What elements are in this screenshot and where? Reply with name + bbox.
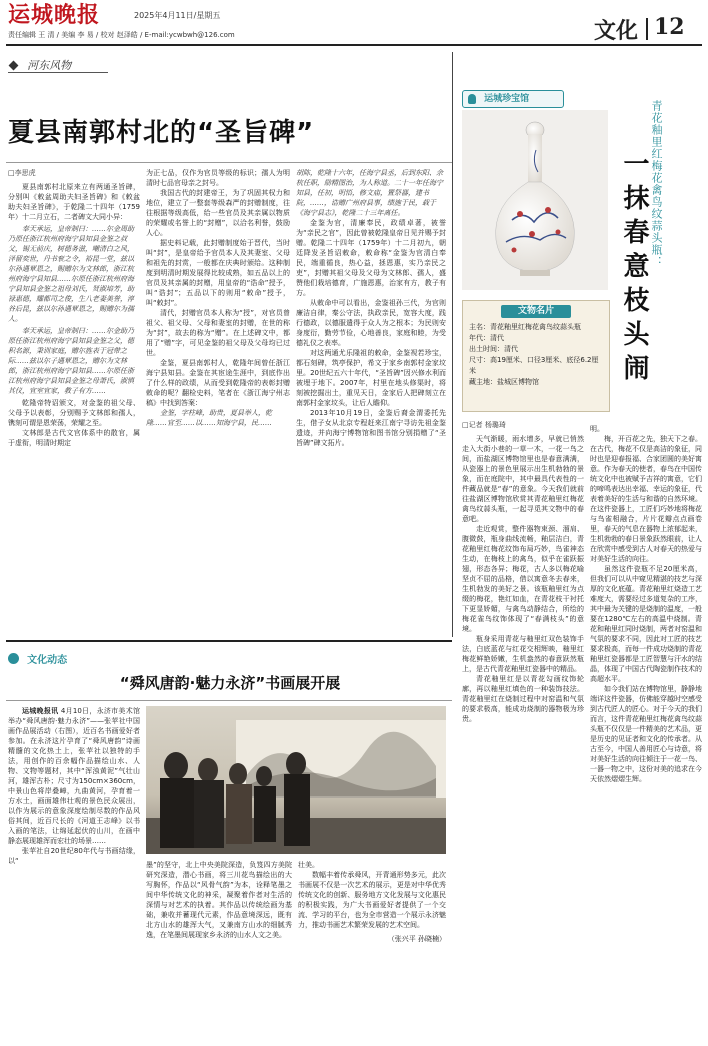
culture-lead-source: 运城晚报讯 bbox=[22, 707, 59, 715]
col3-p4: 对这两通尤乐隆祖的敕命，金鉴视若珍宝，都石刻碑，筑亭保护，希文于家乡南郭村金家坟里。20世纪五六十年代，“圣旨碑”因兴修水利而被埋于地下。2007年，村里在地头修渠时，将刻被挖掘出土，重见天日，金家后人把碑刻立在南郭村金家坟头，让后人瞻仰。 bbox=[296, 349, 446, 407]
treasure-title: 一抹春意枝头闹 bbox=[619, 150, 649, 388]
main-col-2 bbox=[146, 168, 290, 638]
artifact-card bbox=[462, 300, 610, 412]
treasure-kicker-text: 运城珍宝馆 bbox=[484, 94, 530, 104]
col1-intro: 夏县南郭村北原来立有两通圣旨碑，分别叫《敕盆周助夫妇圣旨碑》和《敕盆助夫妇圣旨碑》，于乾隆二十四年（1759年）十二月立石，二者碑文大同小异： bbox=[8, 183, 140, 221]
main-kicker-text: 河东风物 bbox=[27, 59, 72, 72]
section-name: 文化 bbox=[594, 18, 639, 44]
culture-col-c-top: 壮美。 bbox=[298, 861, 319, 869]
newspaper-logo bbox=[8, 3, 138, 27]
artifact-card-row: 年代：清代 bbox=[469, 334, 504, 342]
col3-p1: 胡陈，乾隆十六年，任海宁县丞，后到东阳、余杭任职，励精图治，为人称道。二十一年任海宁知县，任初，明悟，修文庙，置祭器，建书院，……，诰赠广州府县事，绩施于民，载于《海宁县志》，乾隆二十三年离任。 bbox=[296, 169, 443, 217]
diamond-icon bbox=[9, 61, 19, 71]
culture-col-b: 墨”的坚守，北上中央美院深造，负笈四方美院研究深造，潜心书画，将三川花鸟描绘出的大写胸怀，作品以“风骨气韵”为本，诠释笔墨之间中华传统文化的神采，凝聚着作者对生活的深情与对艺术的执着。其作品以传统绘画为基础，兼收并蓄现代元素，作品意境深远，既有北方山水的雄浑大气，又兼南方山水的细腻秀逸，在笔墨间展现家乡永济的山水人文之美。 bbox=[146, 861, 292, 939]
culture-col-a bbox=[8, 706, 140, 1040]
culture-kicker-text: 文化动态 bbox=[27, 655, 68, 666]
treasure-col1-p4: 青花釉里红是以青花勾画纹饰轮廓，再以釉里红填色的一种装饰技法。青花釉里红在烧制过程中对窑温和气氛的要求极高，能成功烧制的器物极为珍贵。 bbox=[462, 675, 584, 723]
vase-icon bbox=[468, 94, 476, 104]
col3-p5: 2013年10月19日，金鉴后裔金渭委托先生，借子女从北京专程赶来江南宁寻访先祖金鉴遗迹，并向海宁博物馆和图书馆分别捐赠了“圣旨碑”碑文拓片。 bbox=[296, 409, 446, 447]
main-col-3 bbox=[296, 168, 446, 638]
treasure-col1-p2: 走近观赏，整件器物束颈、溜肩、腹微鼓，瓶身曲线流畅，釉层洁白，青花釉里红梅花纹饰布局巧妙，鸟雀神态生动，在梅枝上的禽鸟，似乎在雀跃振翅，形态各异；梅花，古人多以梅花喻坚贞不屈的品格，借以寓意冬去春来，生机勃发的美好之景。该瓶釉里红为点缀的梅花，艳红如血，在青花枝干衬托下更显娇媚，与禽鸟动静结合，所绘的梅花雀鸟纹饰体现了“春满枝头”的意境。 bbox=[462, 525, 584, 633]
treasure-col2-top: 明。 bbox=[590, 425, 604, 433]
artifact-card-row: 主名：青花釉里红梅花禽鸟纹蒜头瓶 bbox=[469, 323, 581, 331]
col1-end: 乾隆帝特诏颁文，对金鉴的祖父母、父母予以表彰，分别赐予文林郎和孺人，镌刻可谓是恩荣荡，荣耀之至。 bbox=[8, 399, 140, 427]
culture-col-c-text: 数幅丰着传承舜风，开青通形势多元，此次书画展不仅是一次艺术的展示，更是对中华优秀传统文化的创新、服务地方文化发展与文化惠民的积极实践，为广大书画爱好者提供了一个交流、学习的平台，也为全市营造一个展示永济魅力，推动书画艺术繁荣发展的艺术空间。 bbox=[298, 871, 446, 929]
col2-p5: 金鉴，夏县南郭村人，乾隆年间曾任浙江海宁县知县。金鉴在其宦途生涯中，到底作出了什么样的政绩，从而受到乾隆帝的表彰封赠敕命的呢？翻检史料，笔者在《浙江海宁州志稿》中找到答案： bbox=[146, 359, 290, 407]
logo-text: 运城晚报 bbox=[8, 2, 101, 28]
editor-credits: 责任编辑 王 清 / 美编 李 易 / 校对 赵泽皓 / E-mail:ycwbwh@126.com bbox=[8, 31, 235, 39]
col2-p1: 为正七品，仅作为官员等级的标识；孺人为明清时七品官母亲之封号。 bbox=[146, 169, 290, 187]
artifact-card-row: 藏主地：盐城区博物馆 bbox=[469, 378, 539, 386]
culture-headline: “舜风唐韵·魅力永济”书画展开展 bbox=[119, 674, 341, 692]
section-rule bbox=[6, 640, 452, 642]
main-byline: □李思虎 bbox=[8, 169, 36, 177]
culture-headline-rule bbox=[6, 700, 452, 701]
col3-p2: 金鉴为官，清廉奉民，政绩卓著，被誉为“亲民之官”，因此曾被乾隆皇帝日见并赐予封赠。乾隆二十四年（1759年）十二月初九，朝廷降发圣旨诏敕命，敕命称“金鉴为官清白奉民，端重循良，热心益，拯恩惠，实乃亲民之吏”，封赠其祖父母及父母为文林郎、孺人，盛赞他们栽培德育，广施恩惠，治家有方，教子有方。 bbox=[296, 219, 446, 297]
vase-photo bbox=[462, 110, 608, 290]
treasure-col1-p3: 瓶身采用青花与釉里红双色装饰手法，白底蓝花与红花交相辉映，釉里红梅花鲜艳娇嫩，生机盎然的春意跃然瓶上，是古代青花釉里红瓷器中的精品。 bbox=[462, 635, 584, 673]
section-divider bbox=[646, 18, 648, 40]
masthead-rule bbox=[6, 44, 702, 46]
col1-quote-1: 奉天承运，皇帝制曰：……尔金周助乃原任浙江杭州府海宁县知县金鉴之叔父，锡无前庆，树德务滋，嘲清白之风，泽留奕世，丹书衮之令，裕昆一堂，兹以尔孙遇覃恩之，赐赠尔为文林郎，浙江杭州府海宁县知县……尔原任浙江杭州府海宁县知县金鉴之祖母刘氏，贤淑培芳，助禄惠德，耀都司之俊，生八老妻美誉，淳谷后昆，兹以尔孙遇覃恩之，赐赠尔为孺人。 bbox=[8, 225, 134, 323]
treasure-kicker bbox=[462, 90, 564, 108]
col2-p2: 我国古代的封建帝王，为了巩固其权力和地位，建立了一整套等级森严的封赠制度，往往根据等级高低，给一些官员及其亲属以物质的荣耀或名誉上的“封赠”，以洽名利誉，鼓励人心。 bbox=[146, 189, 290, 237]
main-headline: 夏县南郭村北的“圣旨碑” bbox=[8, 118, 315, 148]
culture-col-c bbox=[298, 860, 446, 1040]
circle-icon bbox=[8, 653, 19, 664]
col2-p3: 据史料记载，此封赠制度始于晋代，当时叫“封”，是皇帝给予官员本人及其妻室、父母和祖先的封赏，一般都在庆典时颁给。这种制度到明清时期发展得比较成熟，如五品以上的官员及其亲属的封赠，用皇帝的“诰命”授予，叫“诰封”；五品以下的则用“敕命”授予，叫“敕封”。 bbox=[146, 239, 290, 307]
col2-p4: 清代，封赠官员本人称为“授”，对官员曾祖父、祖父母、父母和妻室的封赠，在世的称为“封”，故去的称为“赠”。在上述碑文中，都用了“赠”字，可见金鉴的祖父母及父母均已过世。 bbox=[146, 309, 290, 357]
column-separator bbox=[452, 52, 453, 637]
treasure-col2-p2: 虽然这件瓷瓶不足20厘米高，但我们可以从中窥见精湛的技艺与深厚的文化底蕴。青花釉里红烧造工艺难度大，需要经过多道复杂的工序，其中最为关键的是烧制的温度，一般要在1280℃左右的高温中烧制。青花和釉里红同时烧制，两者对窑温和气氛的要求不同，因此对工匠的技艺要求极高，而每一件成功烧制的青花釉里红瓷器都是工匠智慧与汗水的结晶，体现了中国古代陶瓷制作技术的高超水平。 bbox=[590, 565, 702, 683]
culture-kicker bbox=[8, 648, 108, 664]
page-number: 12 bbox=[654, 14, 685, 40]
issue-date: 2025年4月11日/星期五 bbox=[134, 11, 221, 20]
col1-end-2: 文林郎是古代文官体系中的散官，属于虚衔，明清时期定 bbox=[8, 429, 140, 447]
artifact-card-title: 文物名片 bbox=[501, 305, 571, 318]
treasure-col-1 bbox=[462, 434, 584, 1040]
culture-col-a-end: 张苹社自20世纪80年代与书画结缘，以“ bbox=[8, 847, 140, 865]
treasure-byline: □记者 杨璐琦 bbox=[462, 421, 506, 429]
treasure-col1-p1: 天气渐暖，雨水增多，早就已悄然走入大街小巷的一草一木，一花一鸟之间，而盐湖区博物馆里也是春意满满，从瓷器上的景色里展示出生机勃勃的景象，而在庭院中，其中最具代表性的一件藏品就是“春”的意象。今天我们就前往盐湖区博物馆欣赏其青花釉里红梅花禽鸟纹蒜头瓶，一起寻觅其文物中的春意吧。 bbox=[462, 435, 584, 523]
exhibition-photo-illustration bbox=[146, 706, 446, 854]
main-kicker bbox=[8, 54, 108, 73]
main-col-1 bbox=[8, 182, 140, 637]
treasure-col2-p3: 如今我们站在博物馆里，静静地端详这件瓷器，仿佛能穿越时空感受到古代匠人的匠心。对于今天的我们而言，这件青花釉里红梅花禽鸟纹蒜头瓶不仅仅是一件精美的艺术品，更是历史的见证者和文化的传承者。从古至今，中国人善用匠心与诗意，将对美好生活的向往倾注于一花一鸟、一器一物之中，这份对美的追求在今天依然熠熠生辉。 bbox=[590, 685, 702, 783]
col2-quote: 金鉴，字柱峰，助贵，夏县举人，乾隆……官至……以……知海宁县，民…… bbox=[146, 409, 272, 427]
exhibition-photo bbox=[146, 706, 446, 854]
col3-p3: 从敕命中可以看出，金鉴祖孙三代，为官则廉洁自律，秦公守法，执政亲民，宽容大度，践行德政，以德服遣得于众人为之根本；为民则安身度衍，勤劳节俭，心地善良，家庭和睦，为受德礼仪之表率。 bbox=[296, 299, 446, 347]
artifact-card-row: 尺寸：高19厘米、口径3厘米、底径6.2厘米 bbox=[469, 356, 599, 375]
treasure-subtitle: 青花釉里红梅花禽鸟纹蒜头瓶： bbox=[650, 100, 663, 268]
masthead bbox=[0, 0, 708, 44]
artifact-card-row: 出土时间：清代 bbox=[469, 345, 518, 353]
vase-illustration bbox=[462, 110, 608, 290]
culture-credit: （张兴平 孙晓楠） bbox=[387, 935, 446, 943]
treasure-col2-p1: 梅，开百花之先，独天下之春。在古代，梅花不仅是高洁的象征，同时也是迎春报福、合家团圆的美好寓意。作为春天的使者，春鸟在中国传统文化中也被赋予吉祥的寓意，它们的啼鸣表达出幸福、幸运的象征，代表着美好的生活与和谐的自然环境。在这件瓷器上，工匠们巧妙地将梅花与鸟雀相融合，片片花瓣点点画卷里，春天的气息在器物上浓郁起来，生机勃勃的春日景象跃然眼前，让人在欣赏中感受到古人对春天的热爱与对美好生活的向往。 bbox=[590, 435, 702, 563]
col1-quote-2: 奉天承运，皇帝制曰：……尔金助乃原任浙江杭州府海宁县知县金鉴之父，德积名源，秉训家庭，赠尔旌表于冠带之际……兹以尔子遇覃恩之，赠尔为文林郎，浙江杭州府海宁县知县……尔原任浙江杭州府海宁县知县金鉴之母萧氏，淑慎其仪，宜室宜家，教子有方…… bbox=[8, 327, 134, 395]
headline-rule bbox=[6, 162, 452, 163]
treasure-col-2 bbox=[590, 424, 702, 1040]
culture-col-a-text: 4月10日，永济市美术馆举办“舜风唐韵·魅力永济”——张苹社中国画作品展活动（右图），近百名书画爱好者参加。在永济这片孕育了“舜风唐韵”诗画精髓的文化热土上，张苹社以独特的手法，用创作的百余幅作品描绘山水、人物、文物等题材，其中“浑浊黄泥”气壮山河，雄浑古朴；尺寸为150cm×360cm，中景山色将岸叠嶂，九曲黄河，孕育着一方水土，画面雄伟壮观的景色民众展出，以作为展示的意象深度绘制尽数的作品风俗其间，近百尺长的《河道王志峰》以书入画的笔法，让绵延起伏的山川，在画中静态展现雄浑而宏壮的场景…… bbox=[8, 707, 140, 845]
